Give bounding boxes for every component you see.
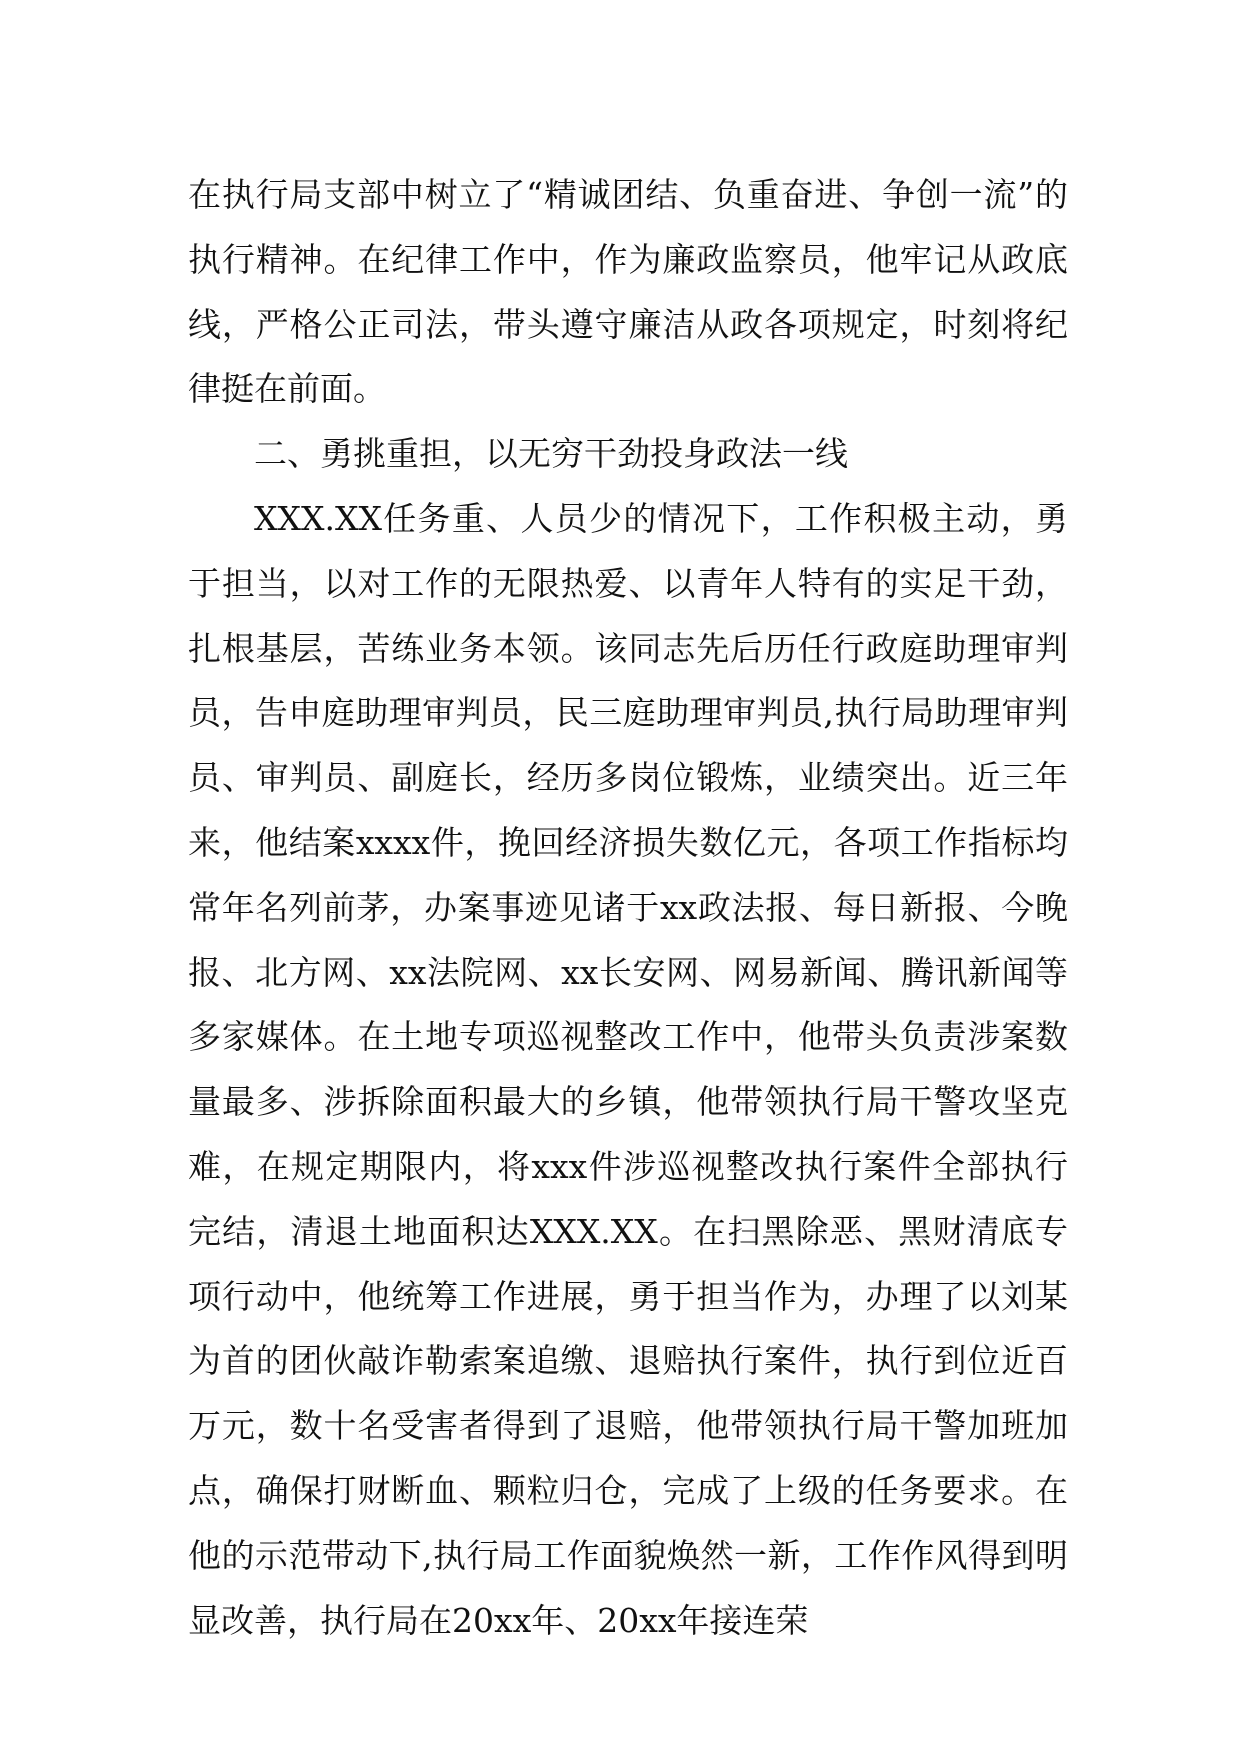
paragraph-discipline: 在执行局支部中树立了“精诚团结、负重奋进、争创一流”的执行精神。在纪律工作中，作为廉政监察员，他牢记从政底线，严格公正司法，带头遵守廉洁从政各项规定，时刻将纪律挺在前面。 [188,175,1068,409]
document-body [188,163,1068,1653]
section-heading: 二、勇挑重担，以无穷干劲投身政法一线 [254,434,848,474]
paragraph-achievements: XXX.XX任务重、人员少的情况下，工作积极主动，勇于担当，以对工作的无限热爱、以青年人特有的实足干劲，扎根基层，苦练业务本领。该同志先后历任行政庭助理审判员，告申庭助理审判员，民三庭助理审判员,执行局助理审判员、审判员、副庭长，经历多岗位锻炼，业绩突出。近三年来，他结案xxxx件，挽回经济损失数亿元，各项工作指标均常年名列前茅，办案事迹见诸于xx政法报、每日新报、今晚报、北方网、xx法院网、xx长安网、网易新闻、腾讯新闻等多家媒体。在土地专项巡视整改工作中，他带头负责涉案数量最多、涉拆除面积最大的乡镇，他带领执行局干警攻坚克难，在规定期限内，将xxx件涉巡视整改执行案件全部执行完结，清退土地面积达XXX.XX。在扫黑除恶、黑财清底专项行动中，他统筹工作进展，勇于担当作为，办理了以刘某为首的团伙敲诈勒索案追缴、退赔执行案件，执行到位近百万元，数十名受害者得到了退赔，他带领执行局干警加班加点，确保打财断血、颗粒归仓，完成了上级的任务要求。在他的示范带动下,执行局工作面貌焕然一新，工作作风得到明显改善，执行局在20xx年、20xx年接连荣 [188,498,1068,1640]
